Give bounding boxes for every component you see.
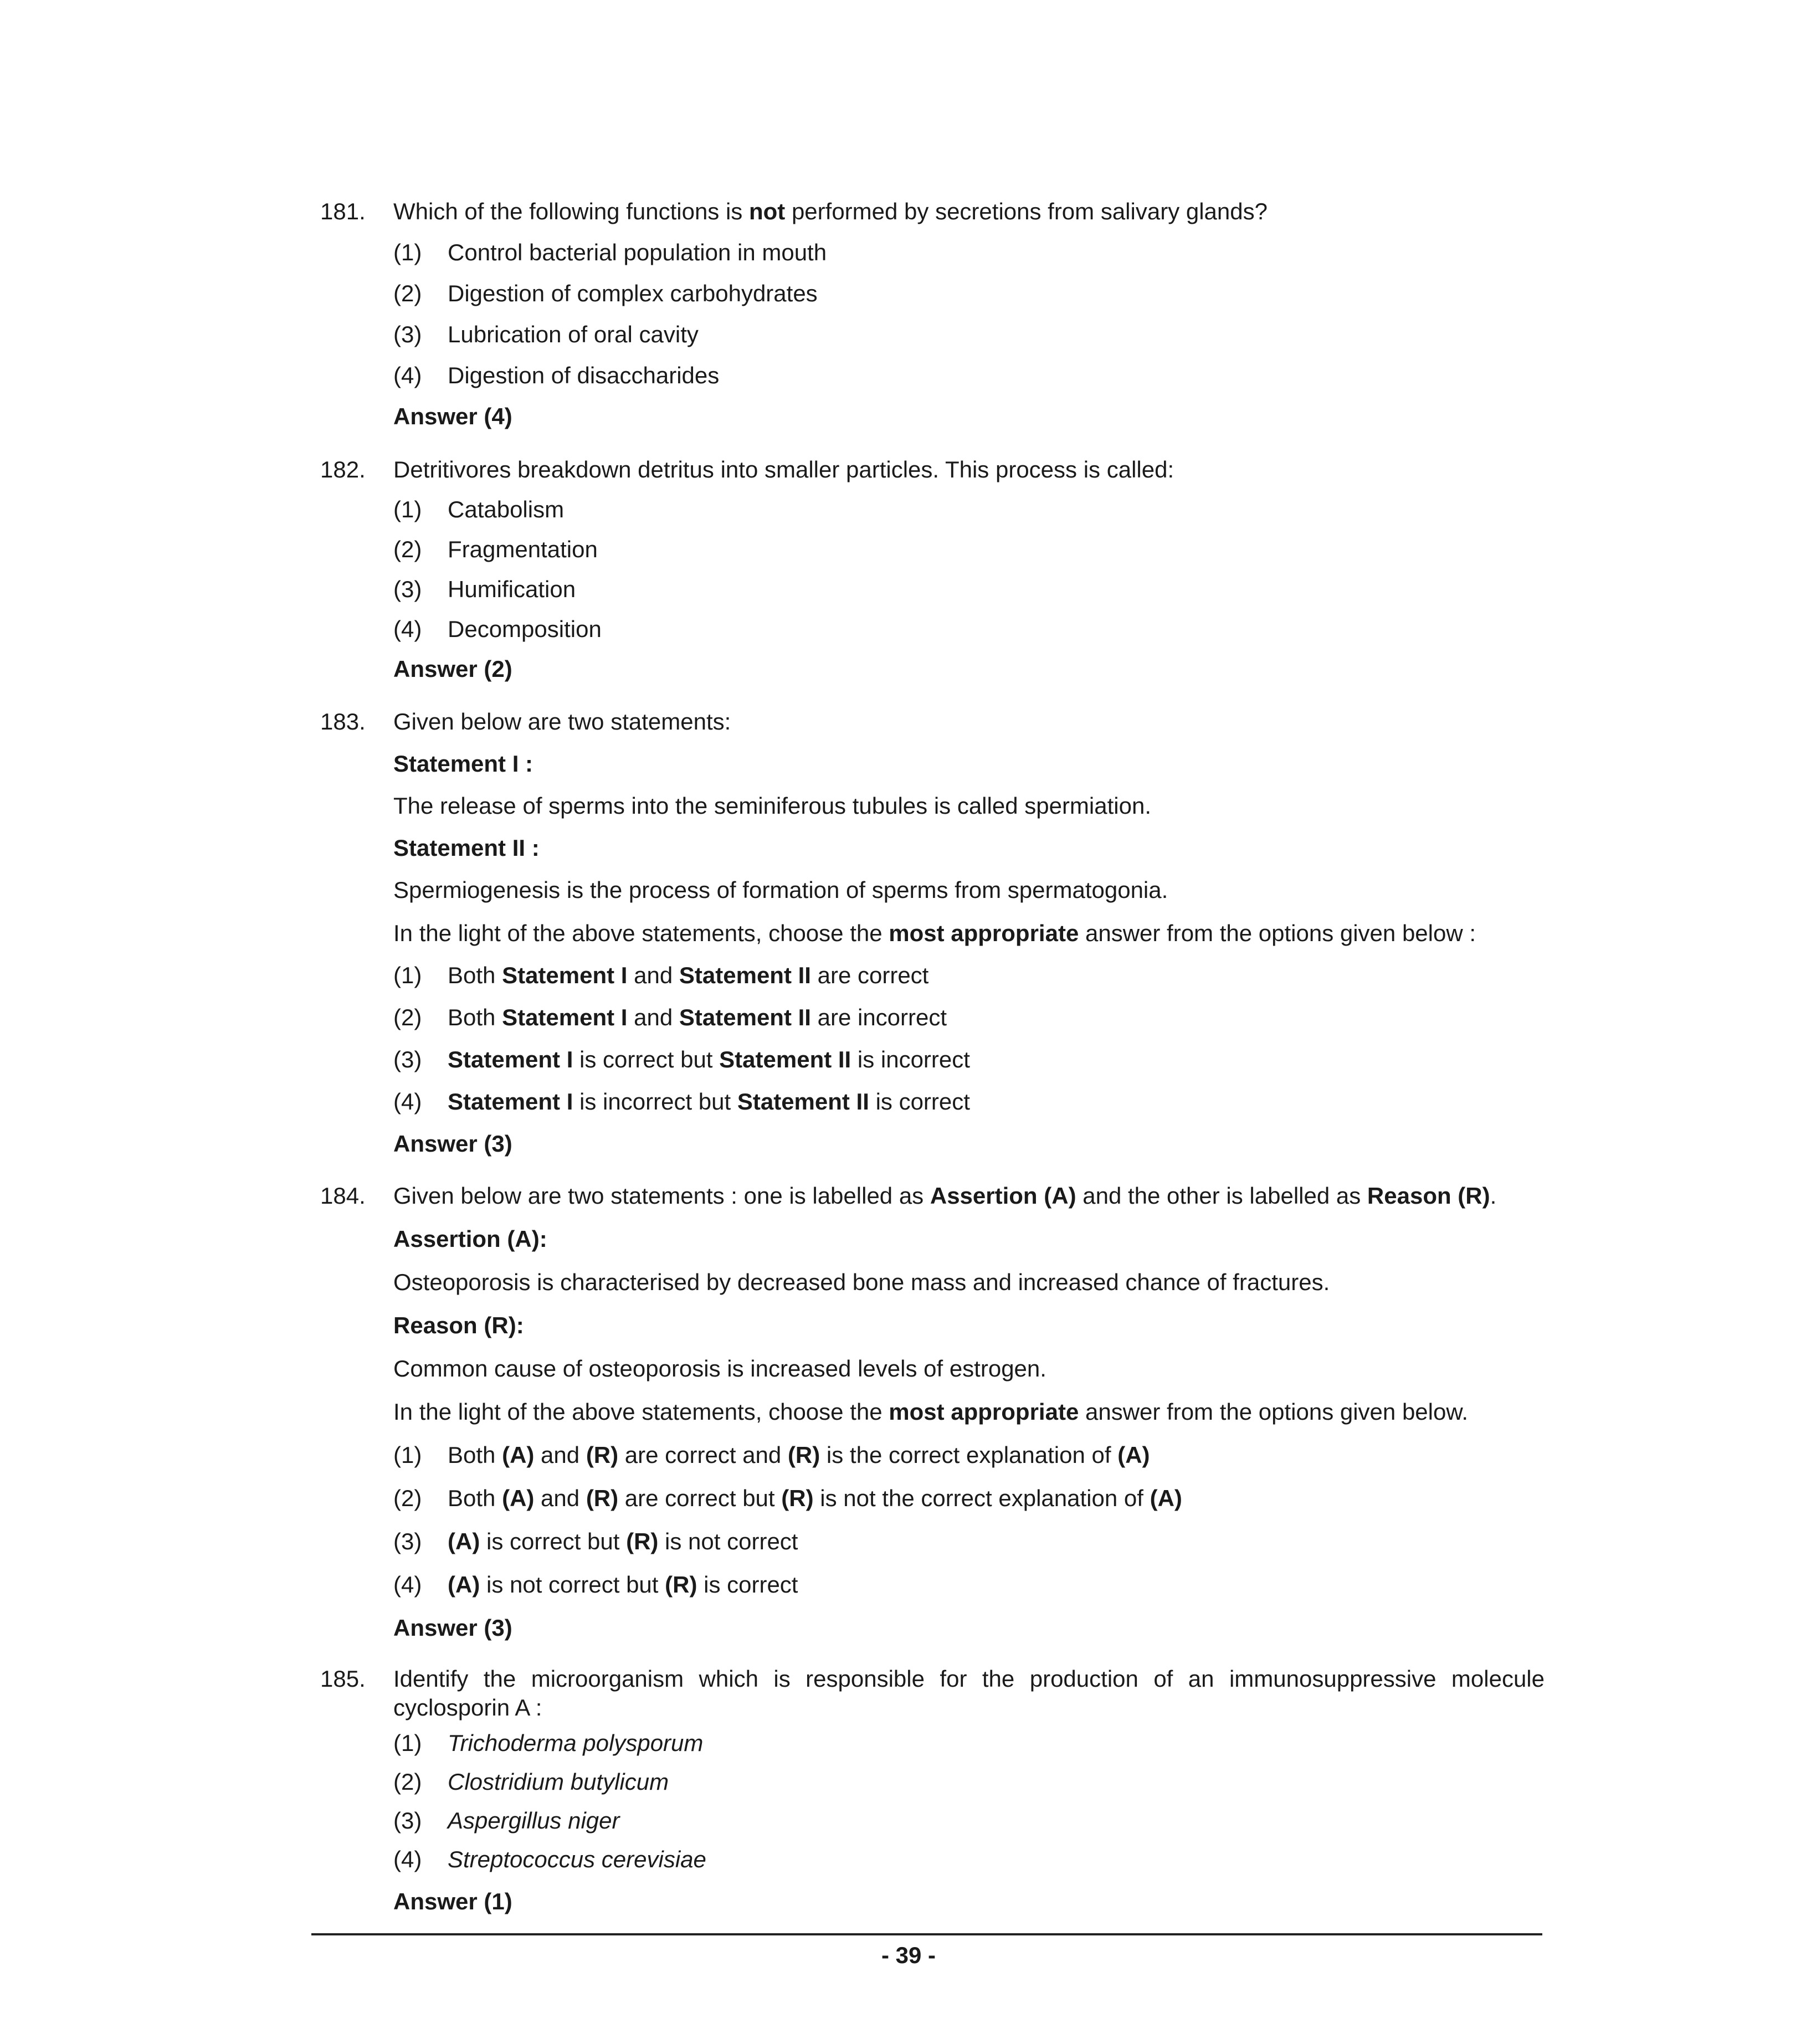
question-183	[320, 707, 1545, 1170]
reason-text: Common cause of osteoporosis is increased levels of estrogen.	[393, 1355, 1046, 1382]
question-stem: Identify the microorganism which is responsible for the production of an immunosuppressive molecule cyclosporin A :	[393, 1666, 1545, 1721]
option: (3) Aspergillus niger	[393, 1807, 620, 1834]
statement-1-text: The release of sperms into the seminiferous tubules is called spermiation.	[393, 793, 1151, 819]
question-stem: Given below are two statements : one is labelled as Assertion (A) and the other is labelled as Reason (R).	[393, 1183, 1497, 1209]
option: (2) Both (A) and (R) are correct but (R) is not the correct explanation of (A)	[393, 1485, 1182, 1511]
question-number: 182.	[320, 456, 366, 482]
assertion-text: Osteoporosis is characterised by decreased bone mass and increased chance of fractures.	[393, 1269, 1330, 1295]
option: (1) Both (A) and (R) are correct and (R) is the correct explanation of (A)	[393, 1442, 1150, 1468]
option: (3) Statement I is correct but Statement II is incorrect	[393, 1046, 970, 1072]
question-number: 183.	[320, 708, 366, 735]
instruction: In the light of the above statements, choose the most appropriate answer from the options given below :	[393, 920, 1476, 946]
option: (3) Humification	[393, 576, 576, 602]
reason-label: Reason (R):	[393, 1312, 524, 1338]
question-181	[320, 197, 1545, 443]
option: (1) Trichoderma polysporum	[393, 1730, 704, 1756]
answer: Answer (2)	[393, 656, 512, 682]
option: (3) Lubrication of oral cavity	[393, 321, 699, 347]
statement-2-label: Statement II :	[393, 835, 540, 861]
option: (4) Decomposition	[393, 616, 602, 642]
answer: Answer (4)	[393, 403, 512, 429]
option: (2) Clostridium butylicum	[393, 1769, 669, 1795]
question-number: 185.	[320, 1666, 366, 1692]
option: (2) Fragmentation	[393, 536, 598, 562]
statement-2-text: Spermiogenesis is the process of formation of sperms from spermatogonia.	[393, 877, 1168, 903]
assertion-label: Assertion (A):	[393, 1226, 547, 1252]
footer-rule	[311, 1933, 1542, 1935]
question-182	[320, 455, 1545, 696]
option: (1) Control bacterial population in mouth	[393, 239, 827, 265]
question-stem: Which of the following functions is not performed by secretions from salivary glands?	[393, 198, 1268, 224]
answer: Answer (1)	[393, 1888, 512, 1914]
option: (4) Digestion of disaccharides	[393, 362, 720, 388]
option: (1) Both Statement I and Statement II are correct	[393, 962, 929, 988]
option: (1) Catabolism	[393, 496, 565, 522]
question-number: 184.	[320, 1183, 366, 1209]
option: (4) Statement I is incorrect but Statement II is correct	[393, 1088, 970, 1115]
question-184	[320, 1182, 1545, 1655]
question-stem: Detritivores breakdown detritus into smaller particles. This process is called:	[393, 456, 1174, 482]
instruction: In the light of the above statements, choose the most appropriate answer from the options given below.	[393, 1399, 1469, 1425]
option: (2) Both Statement I and Statement II are incorrect	[393, 1004, 947, 1030]
option: (4) Streptococcus cerevisiae	[393, 1846, 706, 1872]
question-number: 181.	[320, 198, 366, 224]
question-stem: Given below are two statements:	[393, 708, 731, 735]
statement-1-label: Statement I :	[393, 751, 533, 777]
option: (4) (A) is not correct but (R) is correct	[393, 1571, 798, 1598]
page-number: - 39 -	[881, 1942, 936, 1968]
answer: Answer (3)	[393, 1615, 512, 1641]
option: (3) (A) is correct but (R) is not correct	[393, 1528, 798, 1554]
option: (2) Digestion of complex carbohydrates	[393, 280, 818, 306]
answer: Answer (3)	[393, 1131, 512, 1157]
question-185	[320, 1665, 1545, 1928]
